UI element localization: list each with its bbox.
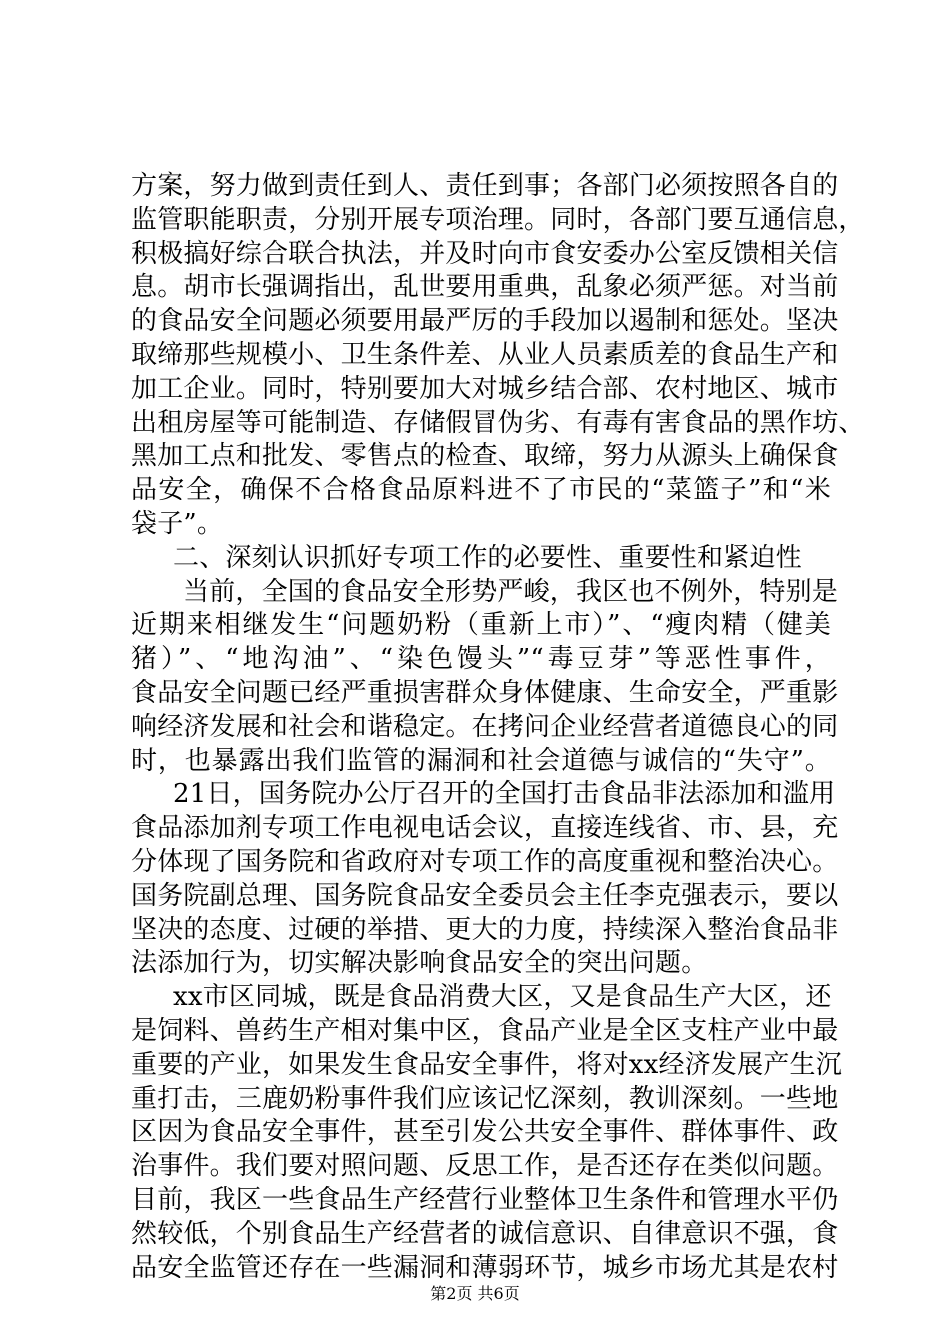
body-text — [131, 170, 865, 1285]
text-line: 坚决的态度、过硬的举措、更大的力度，持续深入整治食品非 — [131, 914, 839, 945]
text-line: 21日，国务院办公厅召开的全国打击食品非法添加和滥用 — [173, 779, 836, 810]
text-line: 分体现了国务院和省政府对专项工作的高度重视和整治决心。 — [131, 846, 839, 877]
text-line: 重要的产业，如果发生食品安全事件，将对xx经济发展产生沉 — [131, 1049, 842, 1080]
text-line: 取缔那些规模小、卫生条件差、从业人员素质差的食品生产和 — [131, 339, 839, 370]
text-line: 积极搞好综合联合执法，并及时向市食安委办公室反馈相关信 — [131, 238, 839, 269]
text-line: xx市区同城，既是食品消费大区，又是食品生产大区，还 — [173, 982, 832, 1013]
text-line: 时，也暴露出我们监管的漏洞和社会道德与诚信的“失守”。 — [131, 745, 831, 776]
text-line: 然较低，个别食品生产经营者的诚信意识、自律意识不强，食 — [131, 1218, 839, 1249]
text-line: 近期来相继发生“问题奶粉（重新上市）”、“瘦肉精（健美 — [131, 610, 831, 641]
text-line: 加工企业。同时，特别要加大对城乡结合部、农村地区、城市 — [131, 373, 839, 404]
page-footer: 第2页 共6页 — [430, 1284, 520, 1303]
text-line: 袋子”。 — [131, 508, 224, 539]
text-line: 监管职能职责，分别开展专项治理。同时，各部门要互通信息， — [131, 204, 865, 235]
text-line: 的食品安全问题必须要用最严厉的手段加以遏制和惩处。坚决 — [131, 306, 839, 337]
text-line: 方案，努力做到责任到人、责任到事；各部门必须按照各自的 — [131, 171, 839, 201]
text-line: 重打击，三鹿奶粉事件我们应该记忆深刻，教训深刻。一些地 — [131, 1083, 839, 1114]
text-line: 二、深刻认识抓好专项工作的必要性、重要性和紧迫性 — [173, 542, 802, 573]
text-line: 品安全监管还存在一些漏洞和薄弱环节，城乡市场尤其是农村 — [131, 1252, 839, 1283]
text-line: 当前，全国的食品安全形势严峻，我区也不例外，特别是 — [183, 576, 839, 607]
text-line: 黑加工点和批发、零售点的检查、取缔，努力从源头上确保食 — [131, 441, 839, 472]
text-line: 法添加行为，切实解决影响食品安全的突出问题。 — [131, 948, 708, 979]
text-line: 是饲料、兽药生产相对集中区，食品产业是全区支柱产业中最 — [131, 1015, 839, 1046]
text-line: 食品添加剂专项工作电视电话会议，直接连线省、市、县，充 — [131, 813, 839, 844]
text-line: 响经济发展和社会和谐稳定。在拷问企业经营者道德良心的同 — [131, 711, 839, 742]
text-line: 出租房屋等可能制造、存储假冒伪劣、有毒有害食品的黑作坊、 — [131, 407, 865, 438]
text-line: 品安全，确保不合格食品原料进不了市民的“菜篮子”和“米 — [131, 475, 831, 506]
text-line: 食品安全问题已经严重损害群众身体健康、生命安全，严重影 — [131, 677, 839, 708]
text-line: 国务院副总理、国务院食品安全委员会主任李克强表示，要以 — [131, 880, 839, 911]
text-line: 息。胡市长强调指出，乱世要用重典，乱象必须严惩。对当前 — [131, 272, 839, 303]
text-line: 区因为食品安全事件，甚至引发公共安全事件、群体事件、政 — [131, 1117, 839, 1148]
text-line: 治事件。我们要对照问题、反思工作，是否还存在类似问题。 — [131, 1151, 839, 1182]
text-line: 猪）”、“地沟油”、“染色馒头”“毒豆芽”等恶性事件， — [131, 644, 831, 675]
text-line: 目前，我区一些食品生产经营行业整体卫生条件和管理水平仍 — [131, 1184, 839, 1215]
